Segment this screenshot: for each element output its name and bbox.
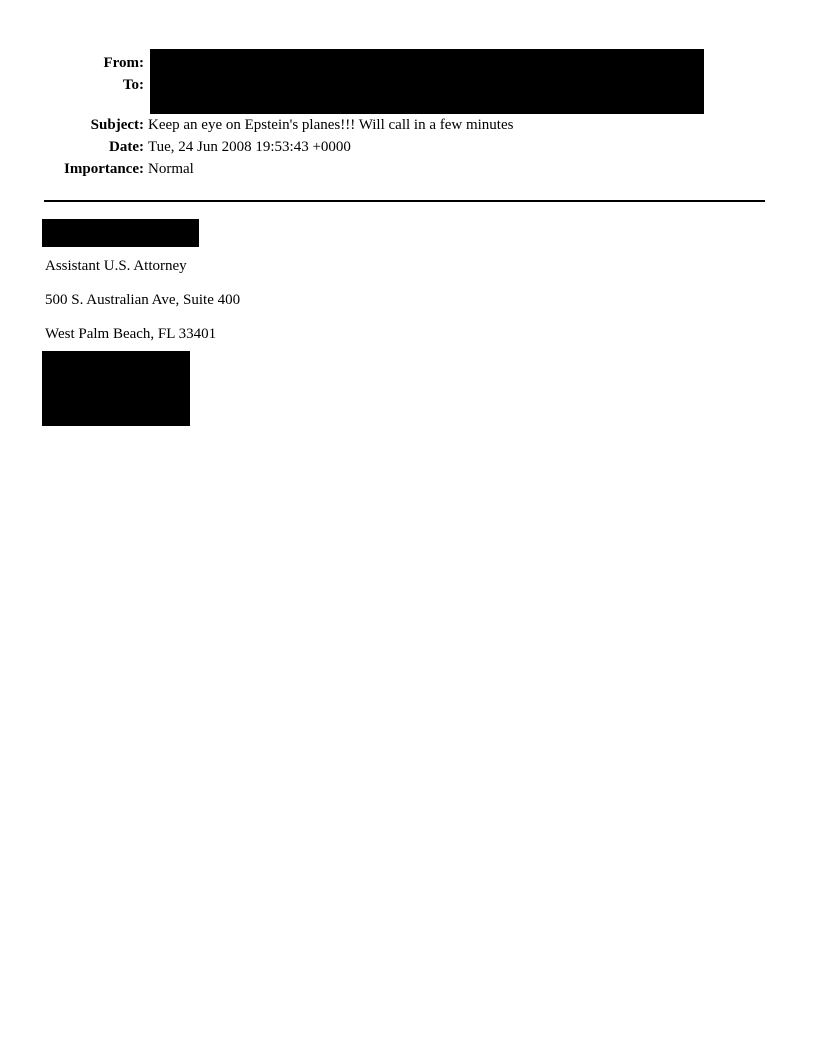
signature-title: Assistant U.S. Attorney [45,258,187,274]
signature-address-line1: 500 S. Australian Ave, Suite 400 [45,292,241,308]
subject-label: Subject: [90,117,144,133]
subject-value: Keep an eye on Epstein's planes!!! Will call in a few minutes [148,117,514,133]
from-label: From: [103,55,144,71]
to-label: To: [122,77,144,93]
importance-label: Importance: [64,161,144,177]
date-value: Tue, 24 Jun 2008 19:53:43 +0000 [148,139,351,155]
contact-info-redaction [42,351,190,426]
date-label: Date: [109,139,144,155]
header-divider [44,200,765,202]
from-to-redaction [150,49,704,114]
signature-address-line2: West Palm Beach, FL 33401 [45,326,217,342]
sender-name-redaction [42,219,199,247]
importance-value: Normal [148,161,194,177]
